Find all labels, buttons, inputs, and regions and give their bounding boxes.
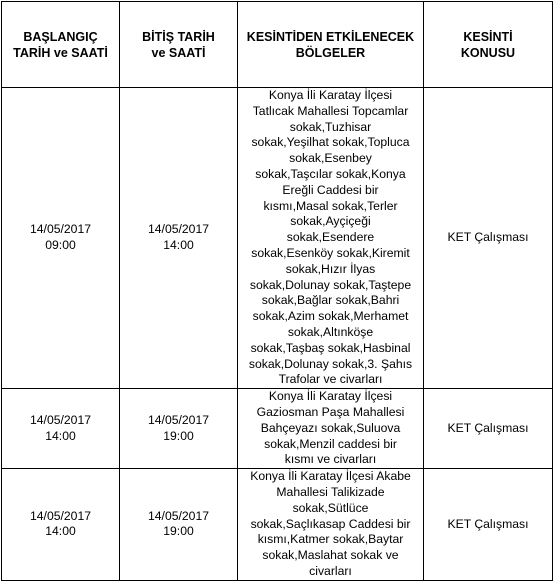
table-row (2, 469, 553, 581)
header-affected-regions: KESİNTİDEN ETKİLENECEK BÖLGELER (238, 2, 424, 88)
header-start-datetime: BAŞLANGIÇ TARİH ve SAATİ (2, 2, 120, 88)
start-datetime-cell: 14/05/2017 09:00 (2, 88, 120, 389)
end-datetime-cell: 14/05/2017 14:00 (120, 88, 238, 389)
regions-cell: Konya İli Karatay İlçesi Akabe Mahallesi Talikizade sokak,Sütlüce sokak,Saçlıkasap Caddesi bir kısmı,Katmer sokak,Baytar sokak,Maslahat sokak ve civarları (238, 469, 424, 581)
header-outage-subject: KESİNTİ KONUSU (424, 2, 553, 88)
end-datetime-cell: 14/05/2017 19:00 (120, 389, 238, 469)
subject-cell: KET Çalışması (424, 469, 553, 581)
header-end-datetime: BİTİŞ TARİH ve SAATİ (120, 2, 238, 88)
subject-cell: KET Çalışması (424, 88, 553, 389)
subject-cell: KET Çalışması (424, 389, 553, 469)
start-datetime-cell: 14/05/2017 14:00 (2, 469, 120, 581)
end-datetime-cell: 14/05/2017 19:00 (120, 469, 238, 581)
table-row (2, 389, 553, 469)
table-row (2, 88, 553, 389)
outage-schedule-table (1, 1, 553, 581)
table-header-row (2, 2, 553, 88)
regions-cell: Konya İli Karatay İlçesi Gaziosman Paşa Mahallesi Bahçeyazı sokak,Suluova sokak,Menzil caddesi bir kısmı ve civarları (238, 389, 424, 469)
regions-cell: Konya İli Karatay İlçesi Tatlıcak Mahallesi Topcamlar sokak,Tuzhisar sokak,Yeşilhat sokak,Topluca sokak,Esenbey sokak,Taşcılar sokak,Konya Ereğli Caddesi bir kısmı,Masal sokak,Terler sokak,Ayçiçeği sokak,Esendere sokak,Esenköy sokak,Kiremit sokak,Hızır İlyas sokak,Dolunay sokak,Taştepe sokak,Bağlar sokak,Bahri sokak,Azim sokak,Merhamet sokak,Altınköşe sokak,Taşbaş sokak,Hasbinal sokak,Dolunay sokak,3. Şahıs Trafolar ve civarları (238, 88, 424, 389)
start-datetime-cell: 14/05/2017 14:00 (2, 389, 120, 469)
